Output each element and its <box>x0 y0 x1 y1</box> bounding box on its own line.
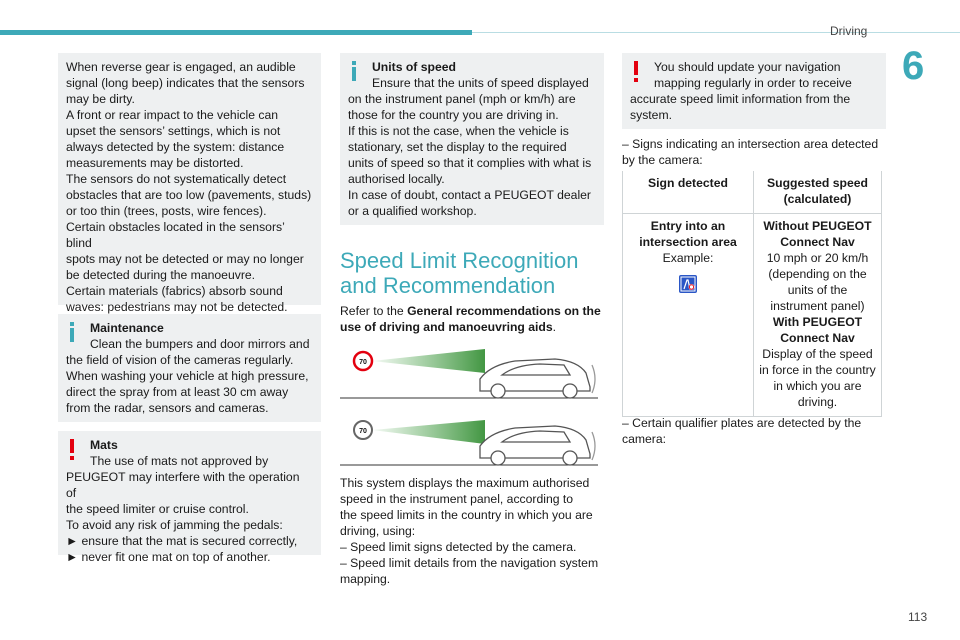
table-row <box>623 214 882 417</box>
sensor-line: obstacles that are too low (pavements, studs) <box>66 188 312 202</box>
sensor-line: spots may not be detected or may no longer <box>66 252 304 266</box>
refer-link-part1: General recommendations on the <box>407 304 601 318</box>
header-accent-bar <box>0 30 472 35</box>
sensor-line: Certain materials (fabrics) absorb sound <box>66 284 283 298</box>
heading-line: and Recommendation <box>340 273 556 298</box>
info-icon <box>66 322 78 344</box>
intro-line: – Signs indicating an intersection area detected <box>622 137 879 151</box>
mats-line: the speed limiter or cruise control. <box>66 502 249 516</box>
chapter-number: 6 <box>902 44 925 88</box>
table-cell-sign <box>623 214 754 417</box>
speed-sign-value: 70 <box>359 428 367 435</box>
section-heading <box>340 248 604 298</box>
mats-line: ► never fit one mat on top of another. <box>66 550 271 564</box>
sensor-line: A front or rear impact to the vehicle can <box>66 108 279 122</box>
warning-icon <box>630 61 642 83</box>
maintenance-line: from the radar, sensors and cameras. <box>66 401 269 415</box>
mats-line: ► ensure that the mat is secured correctly, <box>66 534 298 548</box>
section-title: Driving <box>830 24 868 38</box>
signs-intro <box>622 136 886 168</box>
maintenance-line: the field of vision of the cameras regularly. <box>66 353 294 367</box>
refer-text <box>340 303 604 335</box>
table-header-sign: Sign detected <box>623 171 754 214</box>
connect-text: Display of the speed in force in the country in which you are driving. <box>759 347 876 409</box>
sensor-line: be detected during the manoeuvre. <box>66 268 256 282</box>
units-line: those for the country you are driving in. <box>348 108 559 122</box>
info-icon <box>348 61 360 83</box>
sensor-line: or too thin (trees, posts, wire fences). <box>66 204 267 218</box>
table-header-speed: Suggested speed (calculated) <box>754 171 882 214</box>
body-line: driving, using: <box>340 524 416 538</box>
sensor-line: upset the sensors’ settings, which is not <box>66 124 281 138</box>
sensor-line: may be dirty. <box>66 92 135 106</box>
units-line: Ensure that the units of speed displayed <box>372 76 589 90</box>
units-line: units of speed so that it complies with what is <box>348 156 592 170</box>
header-rule <box>472 32 960 33</box>
units-line: In case of doubt, contact a PEUGEOT dealer <box>348 188 591 202</box>
body-line: mapping. <box>340 572 391 586</box>
car-icon <box>480 426 595 465</box>
warning-icon <box>66 439 78 461</box>
sensor-line: Certain obstacles located in the sensors’ blind <box>66 220 285 250</box>
units-line: authorised locally. <box>348 172 445 186</box>
maintenance-line: Clean the bumpers and door mirrors and <box>90 337 310 351</box>
maintenance-line: direct the spray from at least 30 cm away <box>66 385 289 399</box>
intro-line: by the camera: <box>622 153 703 167</box>
update-line: mapping regularly in order to receive <box>654 76 852 90</box>
sensor-line: waves: pedestrians may not be detected. <box>66 300 288 314</box>
mats-line: To avoid any risk of jamming the pedals: <box>66 518 283 532</box>
units-info-box <box>340 53 604 225</box>
refer-suffix: . <box>552 320 557 334</box>
suggested-speed-table <box>622 171 882 417</box>
maintenance-box <box>58 314 321 422</box>
sensor-line: The sensors do not systematically detect <box>66 172 287 186</box>
body-line: the speed limits in the country in which you are <box>340 508 593 522</box>
body-line: This system displays the maximum authorised <box>340 476 590 490</box>
sensor-line: always detected by the system: distance <box>66 140 285 154</box>
refer-prefix: Refer to the <box>340 304 408 318</box>
camera-beam <box>372 349 485 373</box>
heading-line: Speed Limit Recognition <box>340 248 579 273</box>
camera-beam <box>372 420 485 444</box>
qualifier-line: – Certain qualifier plates are detected by the <box>622 416 862 430</box>
sign-title: Entry into an intersection area <box>639 219 737 249</box>
example-label: Example: <box>662 251 714 265</box>
mats-warning-box <box>58 431 321 564</box>
units-line: If this is not the case, when the vehicle is <box>348 124 569 138</box>
mats-line: PEUGEOT may interfere with the operation of <box>66 470 300 500</box>
units-title: Units of speed <box>372 60 456 74</box>
sensor-line: signal (long beep) indicates that the sensors <box>66 76 305 90</box>
speed-sign-value: 70 <box>359 359 367 366</box>
sensor-notice-box <box>58 53 321 314</box>
system-description <box>340 475 604 587</box>
intersection-sign-icon <box>678 274 698 294</box>
qualifier-line: camera: <box>622 432 667 446</box>
connect-title: With PEUGEOT Connect Nav <box>772 315 863 345</box>
nav-title: Without PEUGEOT Connect Nav <box>763 219 872 249</box>
body-line: speed in the instrument panel, according to <box>340 492 574 506</box>
update-warning-box <box>622 53 886 129</box>
units-line: or a qualified workshop. <box>348 204 477 218</box>
units-line: stationary, set the display to the required <box>348 140 567 154</box>
qualifier-intro <box>622 415 886 447</box>
body-line: – Speed limit details from the navigation system <box>340 556 599 570</box>
refer-link-part2: use of driving and manoeuvring aids <box>340 320 553 334</box>
sensor-line: When reverse gear is engaged, an audible <box>66 60 296 74</box>
maintenance-line: When washing your vehicle at high pressure, <box>66 369 309 383</box>
car-icon <box>480 359 595 398</box>
speed-sign-illustration-1 <box>340 343 598 401</box>
maintenance-title: Maintenance <box>90 321 164 335</box>
mats-line: The use of mats not approved by <box>90 454 269 468</box>
units-line: on the instrument panel (mph or km/h) are <box>348 92 576 106</box>
body-line: – Speed limit signs detected by the camera. <box>340 540 577 554</box>
page-number: 113 <box>908 610 928 624</box>
speed-sign-illustration-2 <box>340 408 598 466</box>
mats-title: Mats <box>90 438 118 452</box>
nav-text: 10 mph or 20 km/h (depending on the units of the instrument panel) <box>766 251 869 313</box>
update-line: You should update your navigation <box>654 60 841 74</box>
update-line: accurate speed limit information from the <box>630 92 851 106</box>
table-cell-speed <box>754 214 882 417</box>
sensor-line: measurements may be distorted. <box>66 156 244 170</box>
update-line: system. <box>630 108 672 122</box>
